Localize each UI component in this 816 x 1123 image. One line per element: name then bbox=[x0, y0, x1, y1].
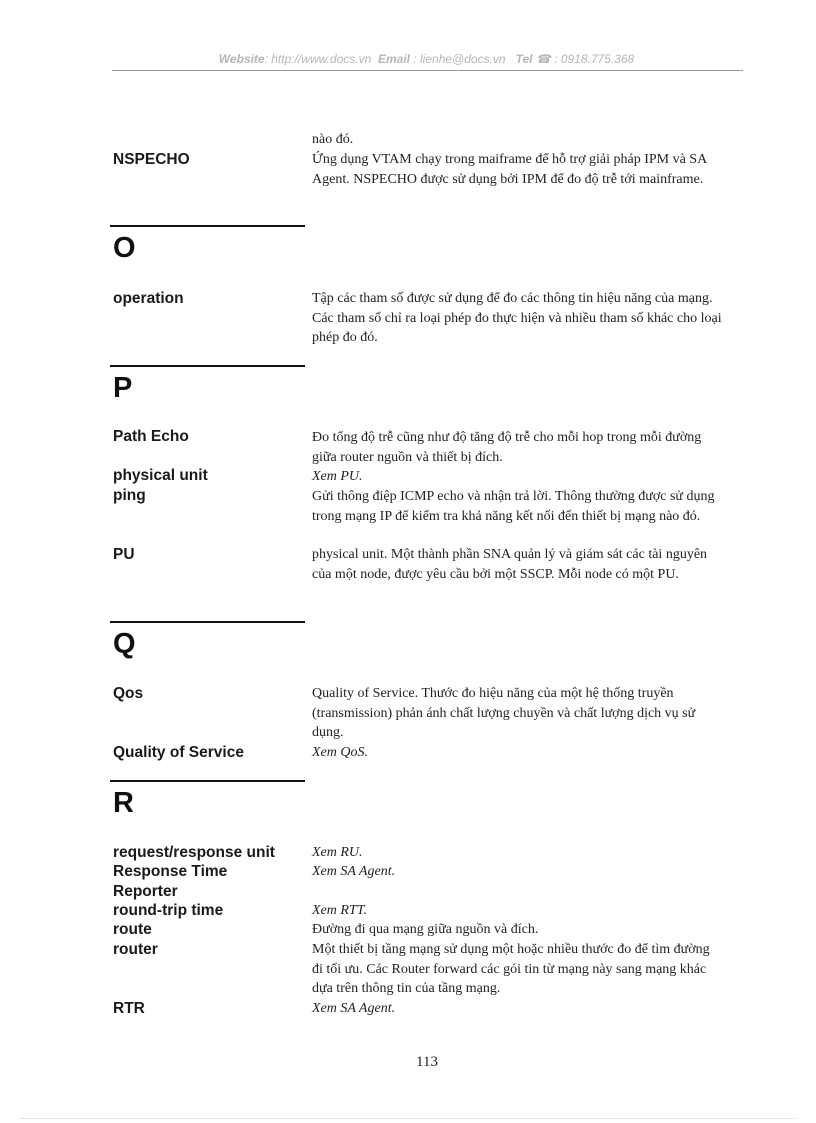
def-response-time: Xem SA Agent. bbox=[312, 864, 396, 879]
term-rtr: RTR bbox=[113, 1000, 145, 1017]
def-request-response-unit: Xem RU. bbox=[312, 845, 363, 860]
def-round-trip-time: Xem RTT. bbox=[312, 903, 367, 918]
intro-fragment: nào đó. bbox=[312, 132, 354, 147]
tel-label: Tel bbox=[515, 52, 533, 66]
tel-value: ☎ : 0918.775.368 bbox=[535, 52, 635, 66]
section-divider-p bbox=[110, 365, 305, 367]
section-letter-q: Q bbox=[113, 628, 136, 660]
email-label: Email bbox=[377, 52, 410, 66]
term-quality-of-service: Quality of Service bbox=[113, 744, 244, 761]
term-nspecho: NSPECHO bbox=[113, 151, 190, 168]
section-divider-o bbox=[110, 225, 305, 227]
page-bottom-border bbox=[20, 1118, 796, 1119]
term-path-echo: Path Echo bbox=[113, 428, 189, 445]
section-letter-o: O bbox=[113, 232, 136, 264]
term-pu: PU bbox=[113, 546, 135, 563]
section-divider-r bbox=[110, 780, 305, 782]
def-path-echo: Đo tổng độ trễ cũng như độ tăng độ trễ cho mỗi hop trong mỗi đường giữa router nguồn và thiết bị đích. bbox=[312, 430, 702, 465]
def-qos: Quality of Service. Thước đo hiệu năng của một hệ thống truyền (transmission) phản ánh chất lượng chuyền và chất lượng dịch vụ sử dụng. bbox=[312, 686, 696, 741]
def-operation: Tập các tham số được sử dụng để đo các thông tin hiệu năng của mạng. Các tham số chỉ ra loại phép đo thực hiện và nhiều tham số khác cho loại phép đo đó. bbox=[312, 291, 722, 346]
header-divider bbox=[112, 70, 743, 71]
term-reporter: Reporter bbox=[113, 883, 178, 900]
page-number: 113 bbox=[416, 1054, 438, 1070]
def-quality-of-service: Xem QoS. bbox=[312, 745, 368, 760]
def-rtr: Xem SA Agent. bbox=[312, 1001, 396, 1016]
term-response-time: Response Time bbox=[113, 863, 228, 880]
term-route: route bbox=[113, 921, 152, 938]
section-letter-r: R bbox=[113, 787, 134, 819]
section-letter-p: P bbox=[113, 372, 133, 404]
term-router: router bbox=[113, 941, 158, 958]
term-physical-unit: physical unit bbox=[113, 467, 208, 484]
email-value[interactable]: : lienhe@docs.vn bbox=[413, 52, 506, 66]
section-divider-q bbox=[110, 621, 305, 623]
term-round-trip-time: round-trip time bbox=[113, 902, 224, 919]
term-request-response-unit: request/response unit bbox=[113, 844, 275, 861]
term-operation: operation bbox=[113, 290, 184, 307]
def-physical-unit: Xem PU. bbox=[312, 469, 363, 484]
def-route: Đường đi qua mạng giữa nguồn và đích. bbox=[312, 922, 539, 937]
term-ping: ping bbox=[113, 487, 146, 504]
def-router: Một thiết bị tầng mạng sử dụng một hoặc nhiều thước đo để tìm đường đi tối ưu. Các Router forward các gói tin từ mạng này sang mạng khác dựa trên thông tin của tầng mạng. bbox=[312, 942, 710, 997]
def-pu: physical unit. Một thành phần SNA quản lý và giám sát các tài nguyên của một node, được yêu cầu bởi một SSCP. Mỗi node có một PU. bbox=[312, 547, 708, 582]
def-ping: Gửi thông điệp ICMP echo và nhận trả lời. Thông thường được sử dụng trong mạng IP để kiểm tra khả năng kết nối đến thiết bị mạng nào đó. bbox=[312, 489, 715, 524]
page-header bbox=[110, 52, 743, 66]
term-qos: Qos bbox=[113, 685, 144, 702]
website-value[interactable]: : http://www.docs.vn bbox=[264, 52, 372, 66]
website-label: Website bbox=[218, 52, 265, 66]
def-nspecho: Ứng dụng VTAM chạy trong maiframe để hỗ trợ giải pháp IPM và SA Agent. NSPECHO được sử dụng bởi IPM để đo độ trễ tới mainframe. bbox=[312, 152, 707, 187]
